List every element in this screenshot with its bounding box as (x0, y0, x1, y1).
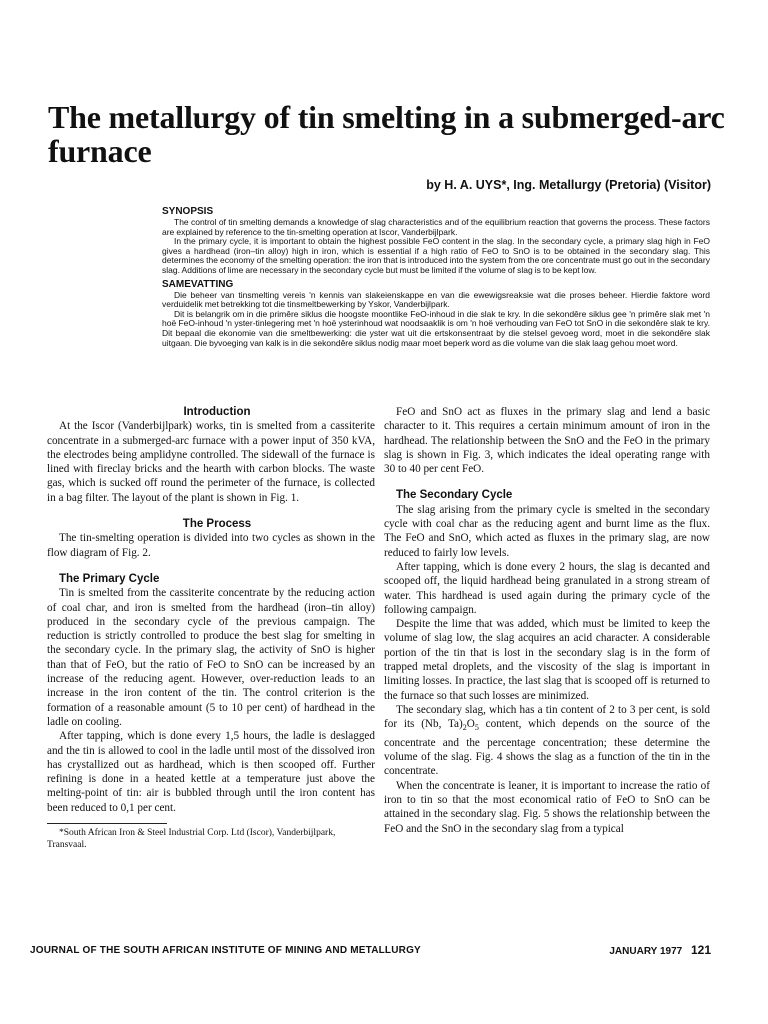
secondary-cycle-paragraph: After tapping, which is done every 2 hours, the slag is decanted and scooped off, the liquid hardhead being granulated in a strong stream of water. This hardhead is used again during the primary cycle of the following campaign. (384, 560, 710, 616)
synopsis-heading: SYNOPSIS (162, 206, 214, 217)
introduction-paragraph: At the Iscor (Vanderbijlpark) works, tin is smelted from a cassiterite concentrate in a submerged-arc furnace with a power input of 350 kVA, the electrodes being amplidyne controlled. The sidewall of the furnace is lined with fireclay bricks and the hearth with carbon blocks. The waste gas, which is sucked off round the perimeter of the furnace, is collected in a bag filter. The layout of the plant is shown in Fig. 1. (47, 420, 375, 504)
primary-cycle-paragraph: Tin is smelted from the cassiterite concentrate by the reducing action of coal char, and iron is smelted from the hardhead (iron–tin alloy) produced in the secondary cycle of the previous campaign. The reduction is strictly controlled to produce the best slag for smelting in the secondary cycle. In the primary slag, the activity of SnO is higher than that of FeO, but the ratio of FeO to SnO can be increased by an increase of the reducing agent. However, over-reduction leads to an increase in the iron content of the tin. The control criterion is the formation of a reasonable amount (5 to 10 per cent) of hardhead in the ladle on cooling. (47, 587, 375, 728)
author-byline: by H. A. UYS*, Ing. Metallurgy (Pretoria) (Visitor) (426, 178, 711, 192)
journal-name: JOURNAL OF THE SOUTH AFRICAN INSTITUTE OF MINING AND METALLURGY (30, 945, 421, 956)
left-column (47, 405, 375, 851)
secondary-cycle-paragraph: The slag arising from the primary cycle is smelted in the secondary cycle with coal char as the reducing agent and burnt lime as the flux. The FeO and SnO, which acted as fluxes in the primary slag, are now reduced to fairly low levels. (384, 503, 710, 559)
introduction-heading: Introduction (183, 406, 251, 418)
issue-date: JANUARY 1977 (609, 946, 683, 957)
affiliation-footnote: *South African Iron & Steel Industrial Corp. Ltd (Iscor), Vanderbijlpark, Transvaal. (47, 828, 336, 850)
samevatting-text (162, 291, 710, 349)
primary-cycle-paragraph: After tapping, which is done every 1,5 hours, the ladle is deslagged and the tin is allowed to cool in the ladle until most of the dissolved iron has crystallized out as hardhead, which is then scooped off. Further refining is done in a heated kettle at a temperature just above the melting-point of tin: air is bubbled through until the iron content has been reduced to 0,1 per cent. (47, 730, 375, 814)
synopsis-paragraph: In the primary cycle, it is important to obtain the highest possible FeO content in the slag. In the secondary cycle, a primary slag high in FeO gives a hardhead (iron–tin alloy) high in iron, which is essential if a high ratio of FeO to SnO is to be obtained in the secondary slag. This determines the economy of the smelting operation: the iron that is introduced into the system from the ore concentrate must go out in the secondary slag. Additions of lime are necessary in the secondary cycle but must be limited if the volume of slag is to be kept low. (162, 236, 710, 275)
secondary-cycle-heading: The Secondary Cycle (396, 489, 513, 502)
secondary-cycle-paragraph: Despite the lime that was added, which must be limited to keep the volume of slag low, the slag acquires an acid character. A considerable portion of the tin that is lost in the secondary slag is in the form of trapped metal droplets, and the viscosity of the slag is important in limiting losses. In practice, the last slag that is scooped off is returned to the furnace so that such losses are minimized. (384, 618, 710, 702)
samevatting-paragraph: Dit is belangrik om in die primêre siklus die hoogste moontlike FeO-inhoud in die slak te kry. In die sekondêre siklus gee 'n primêre slak met 'n hoë FeO-inhoud 'n yster-tinlegering met 'n hoë ysterinhoud wat noodsaaklik is om 'n hoë verhouding van FeO tot SnO in die sekondêre slak te kry. Dit bepaal die ekonomie van die smeltbewerking: die yster wat uit die ertskonsentraat by die stelsel gevoeg word, moet in die sekondêre slak uitgaan. Die byvoeging van kalk is in die sekondêre siklus nodig maar moet beperk word as die volume van die slak laag gehou moet word. (162, 308, 710, 348)
secondary-cycle-paragraph: When the concentrate is leaner, it is important to increase the ratio of iron to tin so that the most economical ratio of FeO to SnO can be attained in the secondary slag. Fig. 5 shows the relationship between the FeO and the SnO in the secondary slag from a typical (384, 779, 710, 835)
right-column (384, 405, 710, 836)
footnote-rule (47, 823, 167, 824)
flux-paragraph: FeO and SnO act as fluxes in the primary slag and lend a basic character to it. This requires a certain minimum amount of iron in the hardhead. The relationship between the SnO and the FeO in the primary slag is shown in Fig. 3, which indicates the ideal operating range with 30 to 40 per cent FeO. (384, 406, 710, 476)
page-number: 121 (690, 943, 711, 957)
primary-cycle-heading: The Primary Cycle (59, 572, 160, 585)
samevatting-heading: SAMEVATTING (162, 278, 234, 290)
abstract-block (162, 206, 710, 351)
secondary-cycle-paragraph: The secondary slag, which has a tin content of 2 to 3 per cent, is sold for its (Nb, $Ta)_2O_5$ content, which depends on the source of the concentrate and the percentage concentration; these determine the volume of the slag. Fig. 4 shows the slag as a function of the tin in the concentrate. (384, 703, 710, 778)
synopsis-text (162, 218, 710, 276)
article-title: The metallurgy of tin smelting in a submerged-arc furnace (48, 99, 725, 169)
samevatting-paragraph: Die beheer van tinsmelting vereis 'n kennis van slakeienskappe en van die ewewigsreaksie wat die proses beheer. Hierdie faktore word verduidelik met betrekking tot die tinsmeltbewerking by Yskor, Vanderbijlpark. (162, 289, 710, 310)
footer-date-page (609, 943, 711, 957)
synopsis-paragraph: The control of tin smelting demands a knowledge of slag characteristics and of the equilibrium reaction that governs the process. These factors are explained by reference to the tin-smelting operation at Iscor, Vanderbijlpark. (162, 217, 710, 237)
process-paragraph: The tin-smelting operation is divided into two cycles as shown in the flow diagram of Fig. 2. (47, 532, 375, 559)
process-heading: The Process (182, 518, 252, 531)
